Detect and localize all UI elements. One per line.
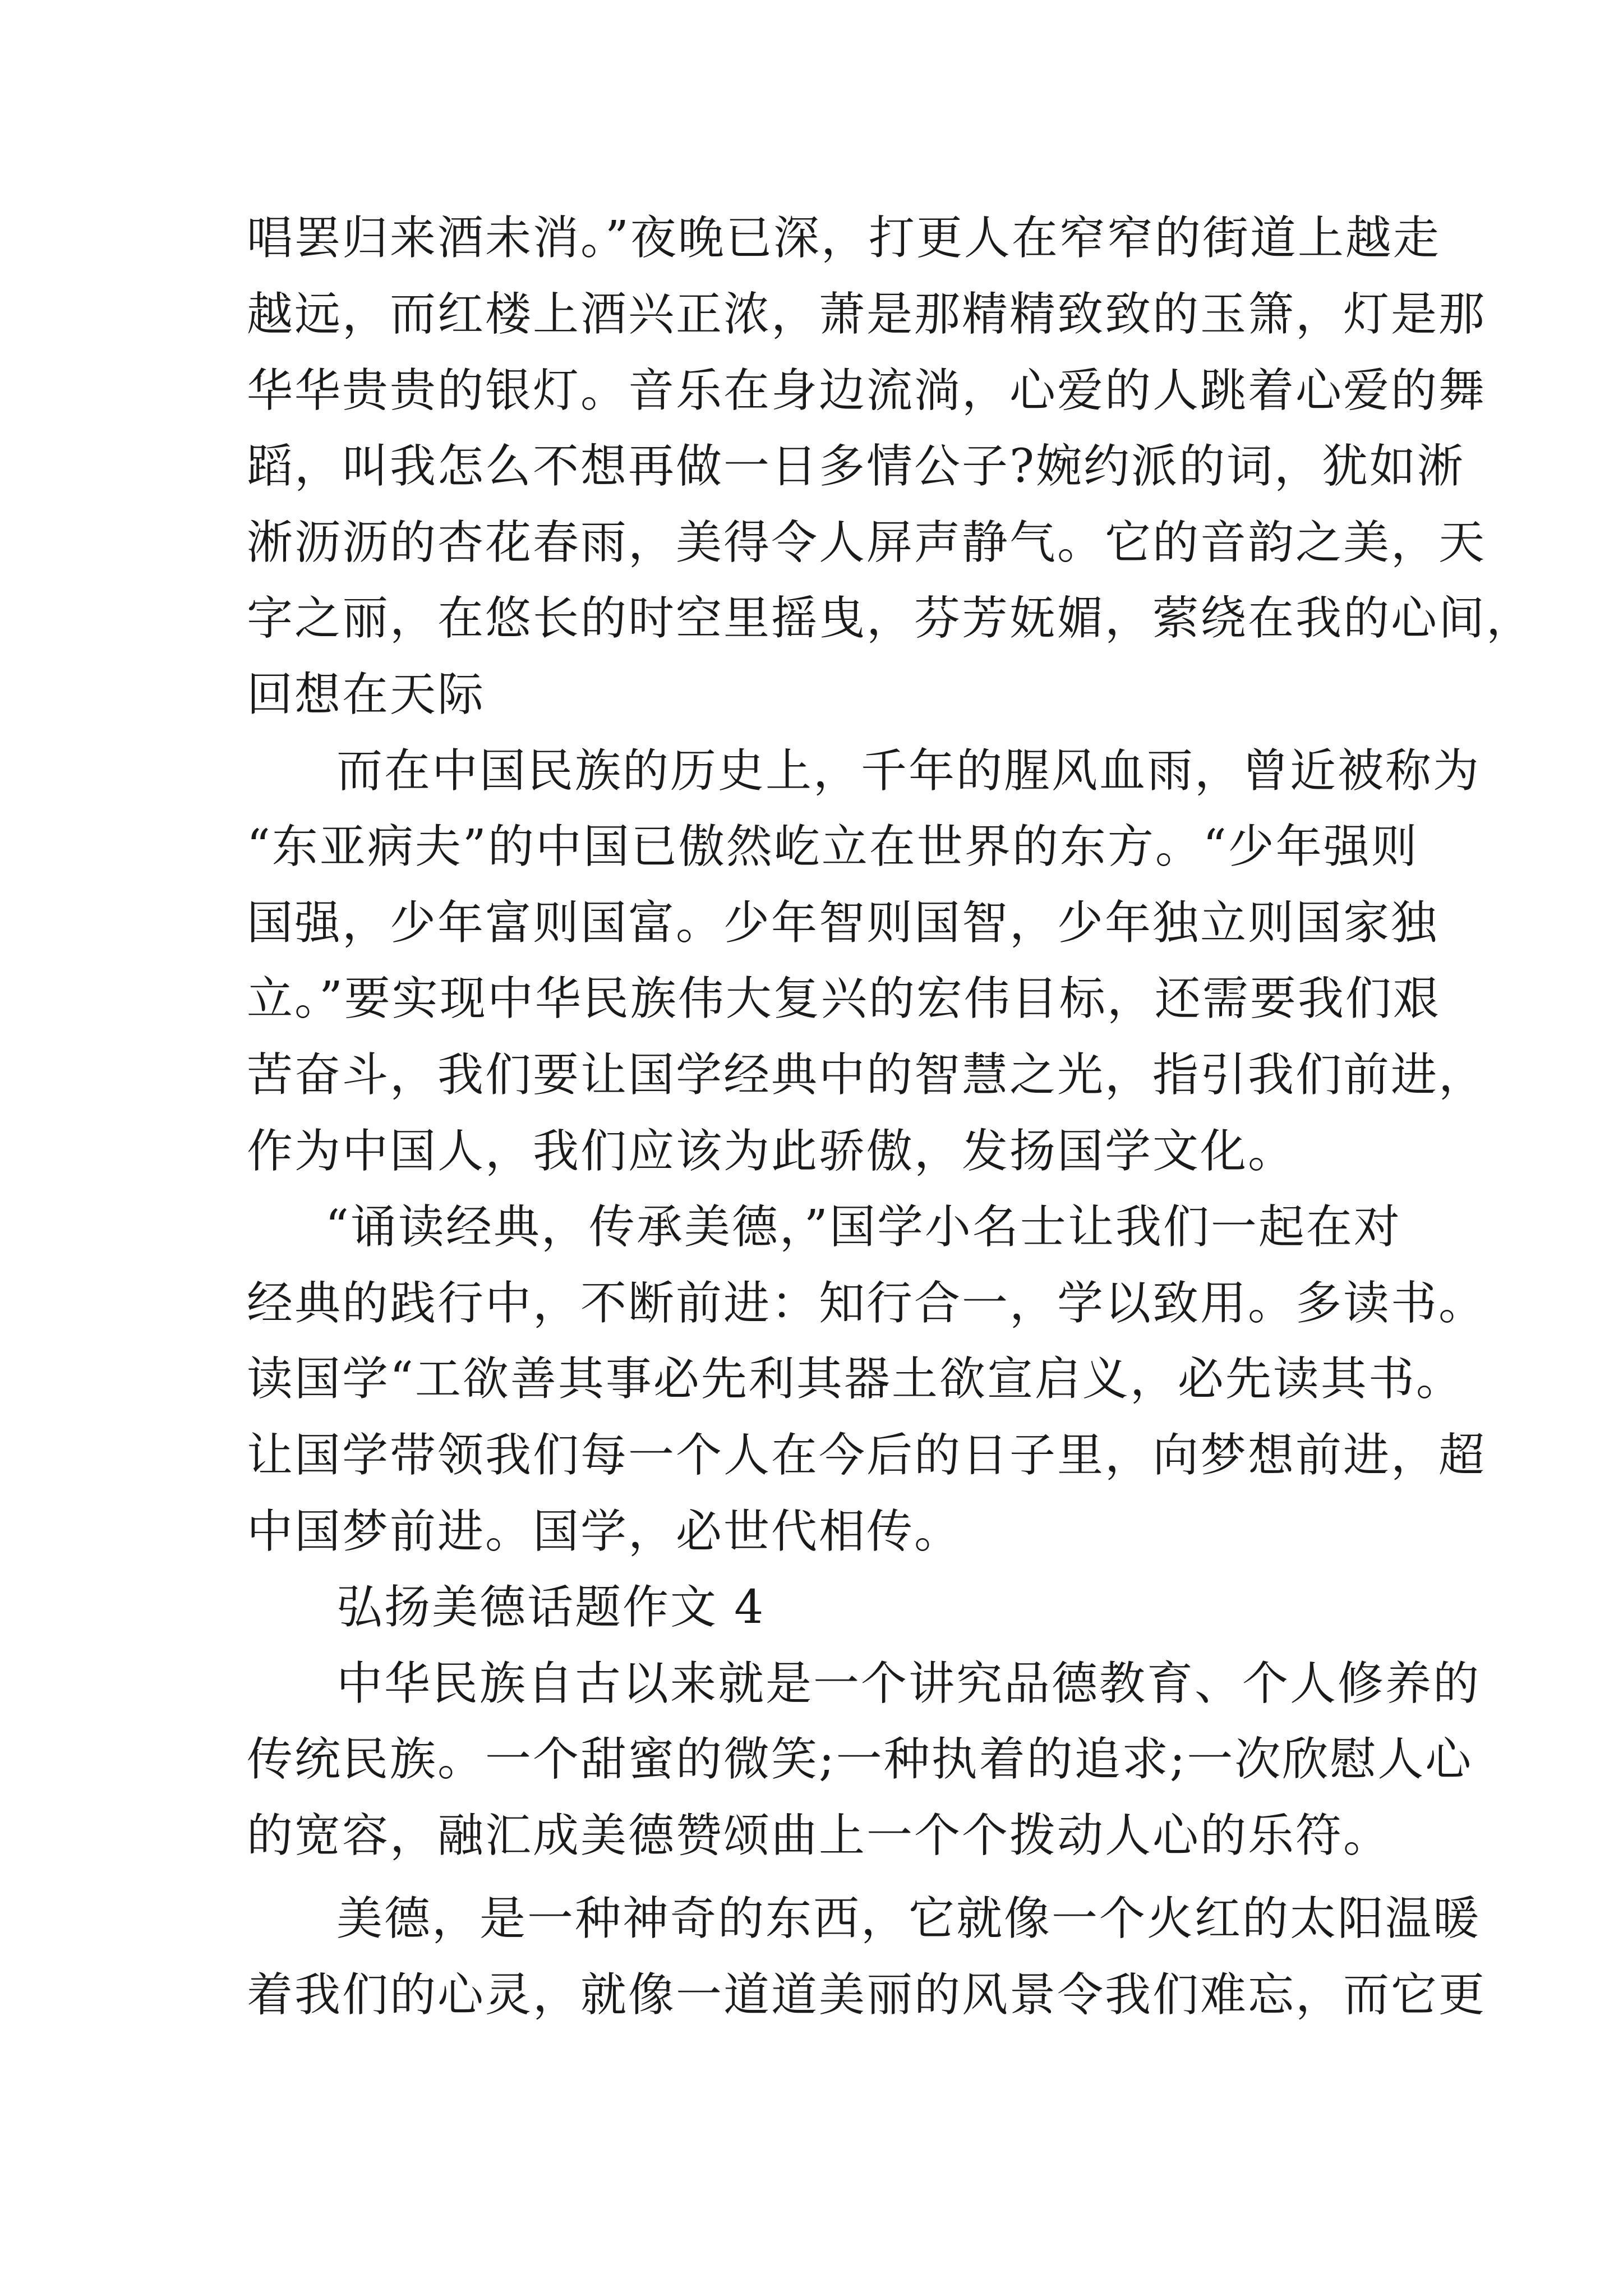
text-line: 立。”要实现中华民族伟大复兴的宏伟目标，还需要我们艰 xyxy=(247,972,1441,1025)
text-line: 国强，少年富则国富。少年智则国智，少年独立则国家独 xyxy=(247,896,1439,950)
text-line: 淅沥沥的杏花春雨，美得令人屏声静气。它的音韵之美，天 xyxy=(247,516,1487,569)
text-line: 着我们的心灵，就像一道道美丽的风景令我们难忘，而它更 xyxy=(247,1968,1487,2022)
text-line: 唱罢归来酒未消。”夜晚已深，打更人在窄窄的街道上越走 xyxy=(247,211,1441,265)
section-heading: 弘扬美德话题作文 4 xyxy=(336,1581,766,1634)
paragraph-first-line: 中华民族自古以来就是一个讲究品德教育、个人修养的 xyxy=(336,1657,1481,1710)
text-line: 字之丽，在悠长的时空里摇曳，芬芳妩媚，萦绕在我的心间， xyxy=(247,592,1534,645)
text-line: 读国学“工欲善其事必先利其器土欲宣启义，必先读其书。 xyxy=(247,1352,1464,1406)
text-line: “东亚病夫”的中国已傲然屹立在世界的东方。“少年强则 xyxy=(247,820,1419,873)
text-line: 经典的践行中，不断前进：知行合一，学以致用。多读书。 xyxy=(247,1277,1487,1330)
text-line: 中国梦前进。国学，必世代相传。 xyxy=(247,1505,962,1558)
paragraph-first-line: 而在中国民族的历史上，千年的腥风血雨，曾近被称为 xyxy=(336,744,1481,798)
text-line: 蹈，叫我怎么不想再做一日多情公子?婉约派的词，犹如淅 xyxy=(247,440,1465,493)
text-line: 回想在天际 xyxy=(247,668,486,721)
paragraph-first-line: 美德，是一种神奇的东西，它就像一个火红的太阳温暖 xyxy=(336,1892,1481,1945)
text-line: 苦奋斗，我们要让国学经典中的智慧之光，指引我们前进， xyxy=(247,1048,1487,1102)
text-line: 作为中国人，我们应该为此骄傲，发扬国学文化。 xyxy=(247,1125,1296,1178)
text-line: 传统民族。一个甜蜜的微笑;一种执着的追求;一次欣慰人心 xyxy=(247,1733,1473,1786)
text-line: 越远，而红楼上酒兴正浓，萧是那精精致致的玉箫，灯是那 xyxy=(247,288,1487,341)
text-line: 让国学带领我们每一个人在今后的日子里，向梦想前进，超 xyxy=(247,1429,1487,1482)
text-line: 华华贵贵的银灯。音乐在身边流淌，心爱的人跳着心爱的舞 xyxy=(247,364,1487,417)
text-line: 的宽容，融汇成美德赞颂曲上一个个拨动人心的乐符。 xyxy=(247,1809,1391,1862)
paragraph-first-line: “诵读经典，传承美德，”国学小名士让我们一起在对 xyxy=(325,1200,1401,1254)
